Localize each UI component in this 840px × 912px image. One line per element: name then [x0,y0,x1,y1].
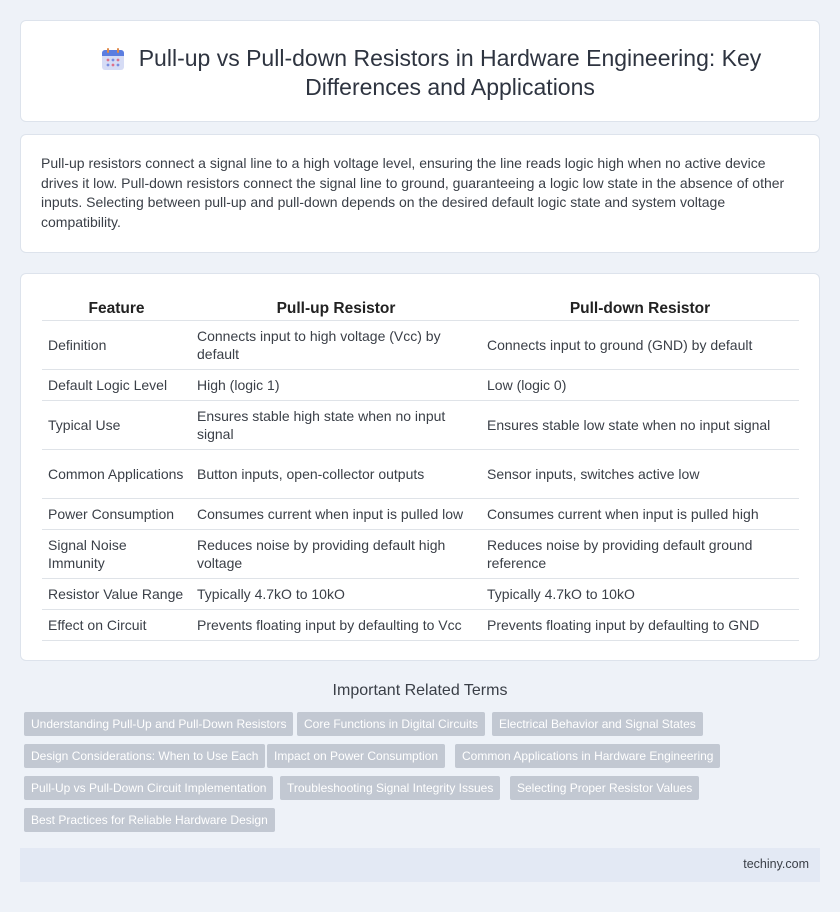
related-term-tag[interactable]: Understanding Pull-Up and Pull-Down Resistors [24,712,293,736]
header-pull-up: Pull-up Resistor [191,294,481,320]
pull-down-cell: Consumes current when input is pulled high [481,498,799,529]
table-row [42,609,799,640]
pull-down-cell: Prevents floating input by defaulting to GND [481,609,799,640]
pull-down-cell: Low (logic 0) [481,369,799,400]
feature-cell: Default Logic Level [42,369,191,400]
table-row [42,578,799,609]
feature-cell: Resistor Value Range [42,578,191,609]
comparison-table-card [20,273,820,661]
feature-cell: Typical Use [42,400,191,449]
table-row [42,369,799,400]
pull-down-cell: Sensor inputs, switches active low [481,449,799,498]
table-header-row [42,294,799,320]
pull-up-cell: Button inputs, open-collector outputs [191,449,481,498]
title-card [20,20,820,122]
related-term-tag[interactable]: Troubleshooting Signal Integrity Issues [280,776,500,800]
pull-down-cell: Reduces noise by providing default ground reference [481,529,799,578]
feature-cell: Definition [42,320,191,369]
pull-up-cell: Connects input to high voltage (Vcc) by default [191,320,481,369]
feature-cell: Power Consumption [42,498,191,529]
table-row [42,320,799,369]
pull-down-cell: Typically 4.7kO to 10kO [481,578,799,609]
feature-cell: Common Applications [42,449,191,498]
related-term-tag[interactable]: Electrical Behavior and Signal States [492,712,703,736]
pull-up-cell: Consumes current when input is pulled low [191,498,481,529]
related-term-tag[interactable]: Pull-Up vs Pull-Down Circuit Implementation [24,776,273,800]
table-row [42,498,799,529]
comparison-table [42,294,799,641]
page-title: Pull-up vs Pull-down Resistors in Hardware Engineering: Key Differences and Applications [138,45,762,100]
pull-up-cell: Reduces noise by providing default high voltage [191,529,481,578]
table-row [42,449,799,498]
feature-cell: Effect on Circuit [42,609,191,640]
related-term-tag[interactable]: Impact on Power Consumption [267,744,445,768]
footer-bar [20,848,820,882]
related-term-tag[interactable]: Common Applications in Hardware Engineering [455,744,720,768]
feature-cell: Signal Noise Immunity [42,529,191,578]
table-row [42,400,799,449]
intro-paragraph: Pull-up resistors connect a signal line to a high voltage level, ensuring the line reads logic high when no active device drives it low. Pull-down resistors connect the signal line to ground, guaranteeing a logic low state in the absence of other inputs. Selecting between pull-up and pull-down depends on the desired default logic state and system voltage compatibility. [41,155,785,230]
pull-up-cell: High (logic 1) [191,369,481,400]
intro-card [20,134,820,253]
pull-up-cell: Ensures stable high state when no input signal [191,400,481,449]
table-row [42,529,799,578]
related-term-tag[interactable]: Best Practices for Reliable Hardware Design [24,808,275,832]
pull-up-cell: Typically 4.7kO to 10kO [191,578,481,609]
related-term-tag[interactable]: Selecting Proper Resistor Values [510,776,699,800]
footer-site-name[interactable]: techiny.com [743,857,809,871]
pull-down-cell: Connects input to ground (GND) by default [481,320,799,369]
header-feature: Feature [42,294,191,320]
related-term-tag[interactable]: Design Considerations: When to Use Each [24,744,265,768]
related-terms-heading: Important Related Terms [332,682,508,699]
header-pull-down: Pull-down Resistor [481,294,799,320]
pull-up-cell: Prevents floating input by defaulting to Vcc [191,609,481,640]
pull-down-cell: Ensures stable low state when no input signal [481,400,799,449]
related-term-tag[interactable]: Core Functions in Digital Circuits [297,712,485,736]
